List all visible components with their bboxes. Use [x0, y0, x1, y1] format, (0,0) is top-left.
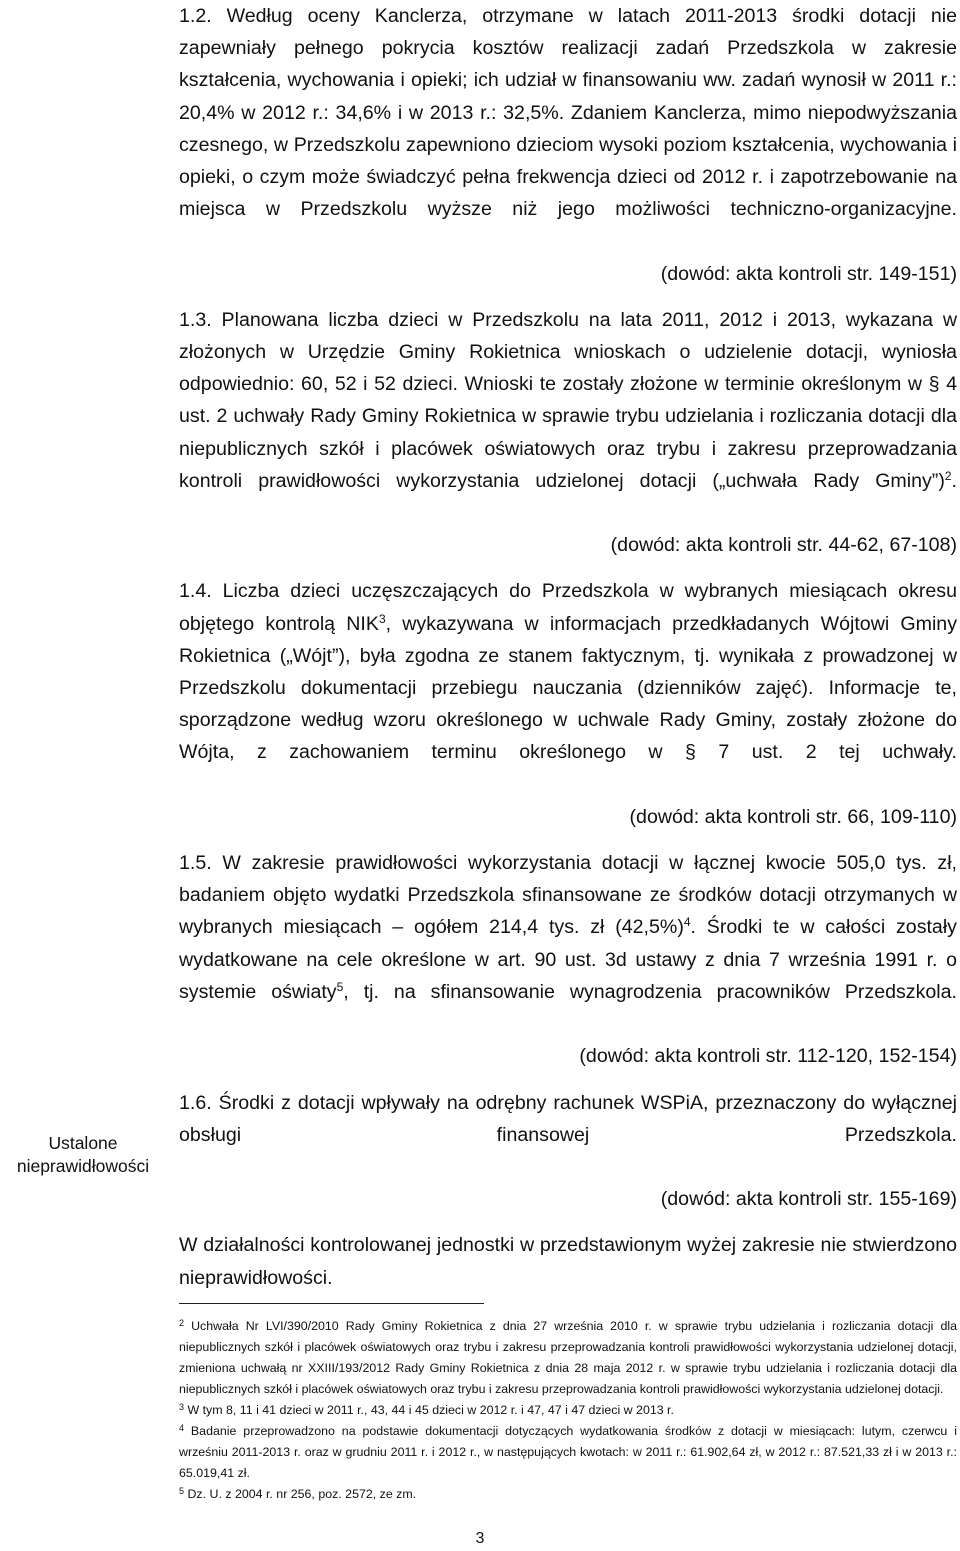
footnote-text: Dz. U. z 2004 r. nr 256, poz. 2572, ze zm. — [187, 1487, 417, 1501]
paragraph-1-4-text-a: 1.4. Liczba dzieci uczęszczających do Przedszkola w wybranych miesiącach okresu objętego kontrolą NIK — [179, 580, 957, 635]
footnote-number: 3 — [179, 1402, 185, 1412]
paragraph-1-3-text-b: . — [951, 469, 957, 492]
paragraph-1-5-text-a: 1.5. W zakresie prawidłowości wykorzystania dotacji w łącznej kwocie 505,0 tys. zł, badaniem objęto wydatki Przedszkola sfinansowane ze środków dotacji otrzymanych w wybranych miesiącach – ogółem 214,4 tys. zł (42,5%) — [179, 852, 957, 939]
proof-reference-1-6: (dowód: akta kontroli str. 155-169) — [660, 1188, 957, 1211]
footnote-ref-4: 4 — [683, 915, 691, 930]
footnote-number: 5 — [179, 1486, 185, 1496]
footnote-ref-3: 3 — [378, 611, 386, 626]
paragraph-1-6: 1.6. Środki z dotacji wpływały na odrębny rachunek WSPiA, przeznaczony do wyłącznej obsługi finansowej Przedszkola. — [179, 1091, 957, 1146]
footnote-number: 2 — [179, 1318, 185, 1328]
footnote-5 — [179, 1484, 957, 1505]
paragraph-1-5 — [179, 847, 957, 1040]
side-heading-line-2: nieprawidłowości — [16, 1156, 150, 1176]
footnote-3 — [179, 1400, 957, 1421]
footnote-2 — [179, 1316, 957, 1400]
side-heading-line-1: Ustalone — [48, 1133, 118, 1153]
footnote-ref-2: 2 — [944, 468, 952, 483]
footnotes — [179, 1316, 957, 1505]
footnote-text: W tym 8, 11 i 41 dzieci w 2011 r., 43, 44 i 45 dzieci w 2012 r. i 47, 47 i 47 dzieci w 2013 r. — [187, 1403, 674, 1417]
proof-reference-1-4: (dowód: akta kontroli str. 66, 109-110) — [629, 805, 957, 828]
footnote-separator — [179, 1303, 484, 1304]
footnote-4 — [179, 1421, 957, 1484]
proof-reference-1-2: (dowód: akta kontroli str. 149-151) — [660, 262, 957, 285]
paragraph-1-2: 1.2. Według oceny Kanclerza, otrzymane w latach 2011-2013 środki dotacji nie zapewniały pełnego pokrycia kosztów realizacji zadań Przedszkola w zakresie kształcenia, wychowania i opieki; ich udział w finansowaniu ww. zadań wynosił w 2011 r.: 20,4% w 2012 r.: 34,6% i w 2013 r.: 32,5%. Zdaniem Kanclerza, mimo niepodwyższania czesnego, w Przedszkolu zapewniono dzieciom wysoki poziom kształcenia, wychowania i opieki, o czym może świadczyć pełna frekwencja dzieci od 2012 r. i zapotrzebowanie na miejsca w Przedszkolu wyższe niż jego możliwości techniczno-organizacyjne. — [179, 5, 957, 221]
footnote-number: 4 — [179, 1423, 185, 1433]
page-number: 3 — [475, 1530, 485, 1547]
footnote-text: Badanie przeprowadzono na podstawie dokumentacji dotyczących wydatkowania środków z dotacji w miesiącach: lutym, czerwcu i wrześniu 2011-2013 r. oraz w grudniu 2011 r. i 2012 r., w następujących kwotach: w 2011 r.: 61.902,64 zł, w 2012 r.: 87.521,33 zł i w 2013 r.: 65.019,41 zł. — [179, 1424, 957, 1480]
footnote-text: Uchwała Nr LVI/390/2010 Rady Gminy Rokietnica z dnia 27 września 2010 r. w sprawie trybu udzielania i rozliczania dotacji dla niepublicznych szkół i placówek oświatowych oraz trybu i zakresu przeprowadzania kontroli prawidłowości wykorzystania udzielonej dotacji, zmieniona uchwałą nr XXIII/193/2012 Rady Gminy Rokietnica z dnia 28 maja 2012 r. w sprawie trybu udzielania i rozliczania dotacji dla niepublicznych szkół i placówek oświatowych oraz trybu i zakresu przeprowadzania kontroli prawidłowości wykorzystania udzielonej dotacji. — [179, 1319, 957, 1396]
paragraph-no-irregularities: W działalności kontrolowanej jednostki w przedstawionym wyżej zakresie nie stwierdzono nieprawidłowości. — [179, 1234, 957, 1289]
paragraph-1-5-text-c: , tj. na sfinansowanie wynagrodzenia pracowników Przedszkola. — [343, 980, 957, 1003]
paragraph-1-5-text-b: . Środki te w całości zostały wydatkowane na cele określone w art. 90 ust. 3d ustawy z dnia 7 września 1991 r. o systemie oświaty — [179, 916, 957, 1003]
proof-reference-1-5: (dowód: akta kontroli str. 112-120, 152-154) — [579, 1045, 957, 1068]
side-heading — [0, 1132, 166, 1178]
paragraph-1-4-text-b: , wykazywana w informacjach przedkładanych Wójtowi Gminy Rokietnica („Wójt”), była zgodna ze stanem faktycznym, tj. wynikała z prowadzonej w Przedszkolu dokumentacji przebiegu nauczania (dzienników zajęć). Informacje te, sporządzone według wzoru określonego w uchwale Rady Gminy, zostały złożone do Wójta, z zachowaniem terminu określonego w § 7 ust. 2 tej uchwały. — [179, 612, 958, 764]
proof-reference-1-3: (dowód: akta kontroli str. 44-62, 67-108) — [610, 534, 957, 557]
paragraph-1-3 — [179, 304, 957, 529]
paragraph-1-3-text-a: 1.3. Planowana liczba dzieci w Przedszkolu na lata 2011, 2012 i 2013, wykazana w złożonych w Urzędzie Gminy Rokietnica wnioskach o udzielenie dotacji, wyniosła odpowiednio: 60, 52 i 52 dzieci. Wnioski te zostały złożone w terminie określonym w § 4 ust. 2 uchwały Rady Gminy Rokietnica w sprawie trybu udzielania i rozliczania dotacji dla niepublicznych szkół i placówek oświatowych oraz trybu i zakresu przeprowadzania kontroli prawidłowości wykorzystania udzielonej dotacji („uchwała Rady Gminy”) — [179, 308, 957, 492]
main-content — [179, 0, 957, 1326]
footnote-ref-5: 5 — [336, 979, 344, 994]
paragraph-1-4 — [179, 575, 957, 800]
